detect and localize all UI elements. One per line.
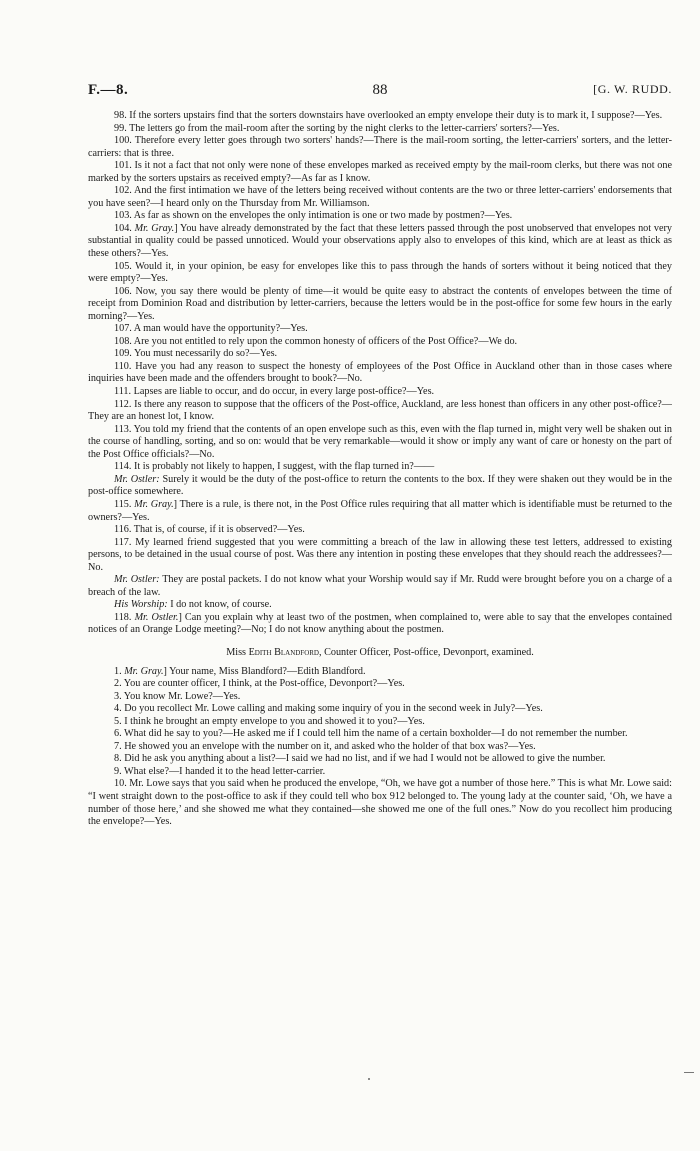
paragraph-text: 113. You told my friend that the contents of an open envelope such as this, even with the flap turned in, might very well be shaken out in the course of handling, sorting, and so on: would that be very remarkable—would it show or imply any want of care or honesty on the part of the Post Office officials?—No. xyxy=(88,423,672,460)
question-number: 1. xyxy=(114,665,125,677)
paragraph-text: 3. You know Mr. Lowe?—Yes. xyxy=(114,690,241,702)
paragraph-text: 5. I think he brought an empty envelope to you and showed it to you?—Yes. xyxy=(114,715,425,727)
paragraph-text: 112. Is there any reason to suppose that the officers of the Post-office, Auckland, are less honest than officers in any other post-office?—They are an honest lot, I know. xyxy=(88,398,672,423)
testimony-paragraph xyxy=(88,223,672,261)
speaker-name: Mr. Ostler. xyxy=(134,611,179,623)
paragraph-text: 101. Is it not a fact that not only were none of these envelopes marked as received empty by the mail-room clerks, but there was not one marked by the sorters upstairs as received empty?—As far as I know. xyxy=(88,160,672,184)
testimony-paragraph xyxy=(88,753,672,766)
testimony-paragraph xyxy=(88,123,672,136)
speaker-name: His Worship: xyxy=(114,599,168,611)
paragraph-text: 98. If the sorters upstairs find that the sorters downstairs have overlooked an empty envelope their duty is to mark it, I suppose?—Yes. xyxy=(114,110,663,121)
testimony-paragraph xyxy=(88,612,672,637)
witness-prefix: Miss xyxy=(226,646,249,658)
document-body xyxy=(88,110,672,829)
testimony-paragraph xyxy=(88,336,672,349)
ink-dot xyxy=(368,1078,370,1080)
testimony-paragraph xyxy=(88,348,672,361)
paragraph-text: 103. As far as shown on the envelopes the only intimation is one or two made by postmen?—Yes. xyxy=(114,210,513,222)
paragraph-text: 108. Are you not entitled to rely upon the common honesty of officers of the Post Office?—We do. xyxy=(114,335,518,347)
paragraph-text: 116. That is, of course, if it is observed?—Yes. xyxy=(114,524,305,536)
testimony-section-rudd xyxy=(88,110,672,637)
testimony-paragraph xyxy=(88,135,672,160)
testimony-paragraph xyxy=(88,728,672,741)
testimony-section-blandford xyxy=(88,666,672,829)
speaker-name: Mr. Gray. xyxy=(134,498,174,510)
testimony-paragraph xyxy=(88,716,672,729)
paragraph-text: 110. Have you had any reason to suspect the honesty of employees of the Post Office in Auckland other than in those cases where inquiries have been made and the offenders brought to book?—No. xyxy=(88,360,672,385)
paragraph-text: I do not know, of course. xyxy=(167,599,272,611)
page-number: 88 xyxy=(372,82,388,98)
paragraph-text: ] Your name, Miss Blandford?—Edith Blandford. xyxy=(163,665,366,677)
paragraph-text: 109. You must necessarily do so?—Yes. xyxy=(114,348,278,360)
question-number: 115. xyxy=(114,498,135,510)
witness-running-head: [G. W. RUDD. xyxy=(593,82,672,96)
paragraph-text: 4. Do you recollect Mr. Lowe calling and making some inquiry of you in the second week in July?—Yes. xyxy=(114,703,543,715)
testimony-paragraph xyxy=(88,461,672,474)
paragraph-text: 100. Therefore every letter goes through two sorters' hands?—There is the mail-room sorting, the letter-carriers' sorters, and the letter-carriers: that is three. xyxy=(88,135,672,159)
witness-name: Edith Blandford xyxy=(248,646,319,658)
testimony-paragraph xyxy=(88,678,672,691)
testimony-paragraph xyxy=(88,574,672,599)
question-number: 104. xyxy=(114,222,135,234)
paragraph-text: 6. What did he say to you?—He asked me if I could tell him the name of a certain boxholder—I do not remember the number. xyxy=(114,728,628,740)
paragraph-text: 10. Mr. Lowe says that you said when he produced the envelope, “Oh, we have got a number of those here.” This is what Mr. Lowe said: “I went straight down to the post-office to ask if they could tell who box 912 belonged to. The young lady at the counter said, ‘Oh, we have a number of those here,’ and she showed me what they contained—she showed me one of the full ones.” Now do you recollect him producing the envelope?—Yes. xyxy=(88,778,672,828)
testimony-paragraph xyxy=(88,766,672,779)
paragraph-text: ] Can you explain why at least two of the postmen, when complained to, were able to say that the envelopes contained notices of an Orange Lodge meeting?—No; I do not know anything about the postmen. xyxy=(88,611,672,636)
testimony-paragraph xyxy=(88,599,672,612)
paragraph-text: 117. My learned friend suggested that you were committing a breach of the law in allowing these test letters, addressed to existing persons, to be detained in the usual course of post. Was there any intention in posting these envelopes that they should reach the addressees?—No. xyxy=(88,536,672,573)
paragraph-text: 2. You are counter officer, I think, at the Post-office, Devonport?—Yes. xyxy=(114,678,405,690)
testimony-paragraph xyxy=(88,524,672,537)
paragraph-text: 9. What else?—I handed it to the head letter-carrier. xyxy=(114,765,326,777)
paragraph-text: Surely it would be the duty of the post-office to return the contents to the box. If they were shaken out they would be in the post-office somewhere. xyxy=(88,473,672,498)
speaker-name: Mr. Ostler: xyxy=(114,473,160,485)
testimony-paragraph xyxy=(88,499,672,524)
testimony-paragraph xyxy=(88,474,672,499)
testimony-paragraph xyxy=(88,537,672,575)
margin-mark xyxy=(684,1072,694,1073)
speaker-name: Mr. Ostler: xyxy=(114,574,160,586)
testimony-paragraph xyxy=(88,691,672,704)
testimony-paragraph xyxy=(88,703,672,716)
paragraph-text: 106. Now, you say there would be plenty of time—it would be quite easy to abstract the contents of envelopes between the time of receipt from Dominion Road and distribution by letter-carriers, because the letters would be in the post-office for some few hours in the early morning?—Yes. xyxy=(88,285,672,322)
testimony-paragraph xyxy=(88,110,672,123)
testimony-paragraph xyxy=(88,386,672,399)
testimony-paragraph xyxy=(88,778,672,828)
testimony-paragraph xyxy=(88,741,672,754)
testimony-paragraph xyxy=(88,210,672,223)
paragraph-text: ] You have already demonstrated by the fact that these letters passed through the post unobserved that envelopes not very substantial in quality could be passed unnoticed. Would your observations apply also to envelopes of this kind, which are at least as thick as these others?—Yes. xyxy=(88,222,672,260)
testimony-paragraph xyxy=(88,424,672,462)
testimony-paragraph xyxy=(88,323,672,336)
testimony-paragraph xyxy=(88,261,672,286)
paragraph-text: 105. Would it, in your opinion, be easy for envelopes like this to pass through the hands of sorters without it being noticed that they were empty?—Yes. xyxy=(88,260,672,285)
paragraph-text: 99. The letters go from the mail-room after the sorting by the night clerks to the letter-carriers' sorters?—Yes. xyxy=(114,122,560,134)
paragraph-text: ] There is a rule, is there not, in the Post Office rules requiring that all matter which is identifiable must be returned to the owners?—Yes. xyxy=(88,498,673,523)
testimony-paragraph xyxy=(88,160,672,185)
testimony-paragraph xyxy=(88,666,672,679)
testimony-paragraph xyxy=(88,361,672,386)
testimony-paragraph xyxy=(88,185,672,210)
paragraph-text: 8. Did he ask you anything about a list?—I said we had no list, and if we had I would not be allowed to give the number. xyxy=(114,753,606,765)
paragraph-text: 7. He showed you an envelope with the number on it, and asked who the holder of that box was?—Yes. xyxy=(114,740,536,752)
witness-description: , Counter Officer, Post-office, Devonport, examined. xyxy=(318,646,534,658)
testimony-paragraph xyxy=(88,399,672,424)
paragraph-text: 102. And the first intimation we have of the letters being received without contents are the two or three letter-carriers' endorsements that you have seen?—I heard only on the Thursday from Mr. Williamson. xyxy=(88,185,672,209)
page-header xyxy=(88,82,672,102)
paragraph-text: They are postal packets. I do not know what your Worship would say if Mr. Rudd were brought before you on a charge of a breach of the law. xyxy=(88,574,672,598)
witness-heading xyxy=(88,647,672,660)
speaker-name: Mr. Gray. xyxy=(124,665,164,677)
speaker-name: Mr. Gray. xyxy=(134,222,175,234)
document-reference: F.—8. xyxy=(88,82,129,98)
paragraph-text: 107. A man would have the opportunity?—Yes. xyxy=(114,323,308,335)
question-number: 118. xyxy=(114,611,135,623)
paragraph-text: 114. It is probably not likely to happen, I suggest, with the flap turned in?—— xyxy=(114,461,435,473)
paragraph-text: 111. Lapses are liable to occur, and do occur, in every large post-office?—Yes. xyxy=(114,386,435,398)
testimony-paragraph xyxy=(88,286,672,324)
